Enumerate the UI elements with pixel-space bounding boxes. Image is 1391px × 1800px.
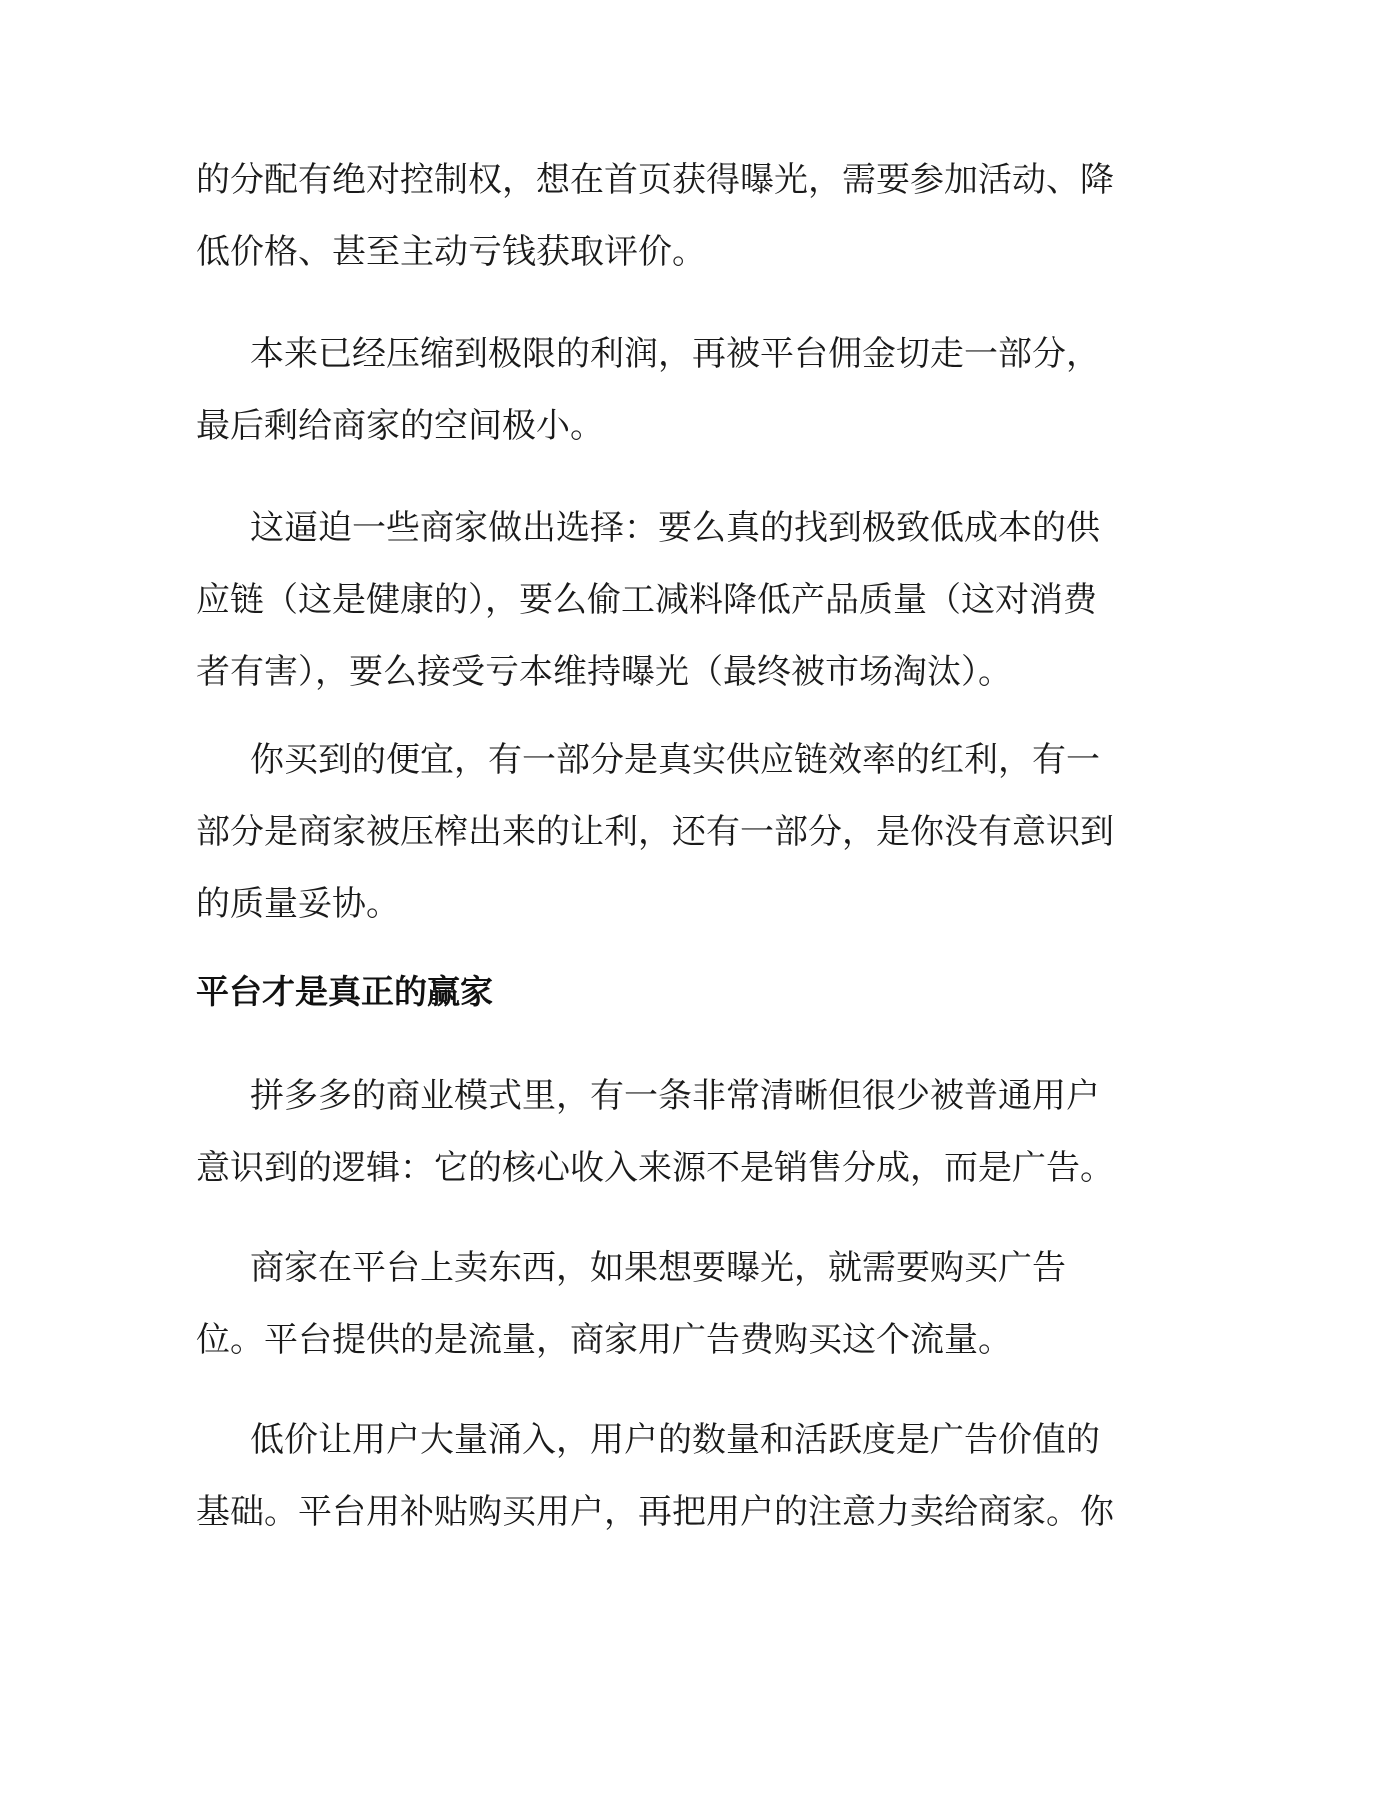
paragraph-cheap-price-sources [196,724,1196,940]
paragraph-line: 低价让用户大量涌入，用户的数量和活跃度是广告价值的 [250,1420,1100,1460]
paragraph-line: 的质量妥协。 [196,884,400,924]
paragraph-ad-placement [196,1232,1196,1376]
paragraph-user-attention [196,1404,1196,1548]
paragraph-line: 你买到的便宜，有一部分是真实供应链效率的红利，有一 [250,740,1100,780]
paragraph-business-model [196,1060,1196,1204]
paragraph-line: 本来已经压缩到极限的利润，再被平台佣金切走一部分， [250,334,1100,374]
paragraph-merchant-choices [196,492,1196,708]
paragraph-line: 基础。平台用补贴购买用户，再把用户的注意力卖给商家。你 [196,1492,1114,1532]
paragraph-line: 拼多多的商业模式里，有一条非常清晰但很少被普通用户 [250,1076,1100,1116]
paragraph-line: 商家在平台上卖东西，如果想要曝光，就需要购买广告 [250,1248,1066,1288]
paragraph-line: 部分是商家被压榨出来的让利，还有一部分，是你没有意识到 [196,812,1114,852]
paragraph-line: 者有害），要么接受亏本维持曝光（最终被市场淘汰）。 [196,652,1012,692]
paragraph-line: 这逼迫一些商家做出选择：要么真的找到极致低成本的供 [250,508,1100,548]
paragraph-line: 最后剩给商家的空间极小。 [196,406,604,446]
paragraph-line: 位。平台提供的是流量，商家用广告费购买这个流量。 [196,1320,1012,1360]
paragraph-line: 意识到的逻辑：它的核心收入来源不是销售分成，而是广告。 [196,1148,1114,1188]
paragraph-line: 应链（这是健康的），要么偷工减料降低产品质量（这对消费 [196,580,1097,620]
paragraph-control-exposure [196,144,1196,288]
paragraph-line: 低价格、甚至主动亏钱获取评价。 [196,232,706,272]
paragraph-line: 的分配有绝对控制权，想在首页获得曝光，需要参加活动、降 [196,160,1114,200]
section-heading: 平台才是真正的赢家 [196,972,493,1011]
paragraph-profit-squeeze [196,318,1196,462]
